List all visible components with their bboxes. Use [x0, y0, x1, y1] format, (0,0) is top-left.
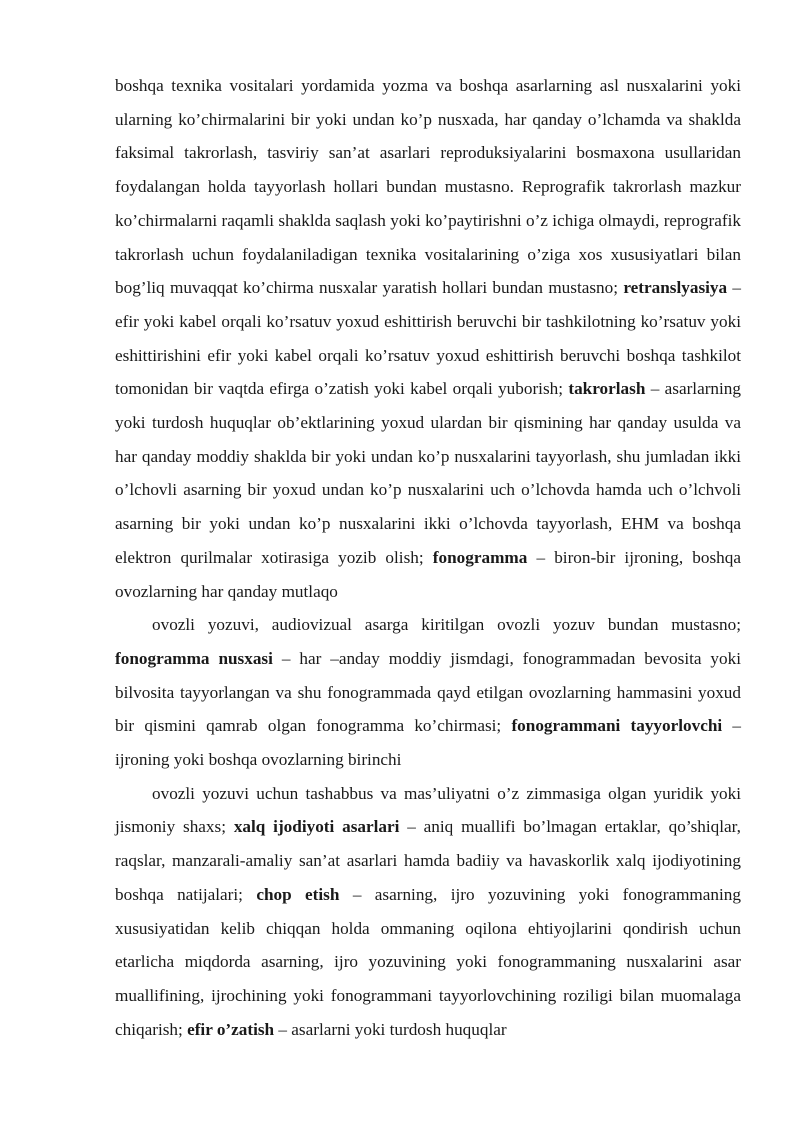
text-run: boshqa texnika vositalari yordamida yozma va boshqa asarlarning asl nusxalarini yoki ularning ko’chirmalarini bir yoki undan ko’p nusxada, har qanday o’lchamda va shaklda faksimal takrorlash, tasviriy san’at asarlari reproduksiyalarini bosmaxona usullaridan foydalangan holda tayyorlash hollari bundan mustasno. Reprografik takrorlash mazkur ko’chirmalarni raqamli shaklda saqlash yoki ko’paytirishni o’z ichiga olmaydi, reprografik takrorlash uchun foydalaniladigan texnika vositalarining o’ziga xos xususiyatlari bilan bog’liq muvaqqat ko’chirma nusxalar yaratish hollari bundan mustasno;	[115, 76, 741, 298]
text-run: – aniq muallifi bo’lmagan ertaklar, qo’shiqlar, raqslar, manzarali-amaliy san’at asarlari hamda badiiy va havaskorlik xalq ijodiyotining boshqa natijalari;	[115, 817, 741, 904]
term-xalq-ijodiyoti-asarlari: xalq ijodiyoti asarlari	[233, 817, 400, 837]
text-run: – efir yoki kabel orqali ko’rsatuv yoxud eshittirish beruvchi bir tashkilotning ko’rsatuv yoki eshittirishini efir yoki kabel orqali ko’rsatuv yoxud eshittirish beruvchi boshqa tashkilot tomonidan bir vaqtda efirga o’zatish yoki kabel orqali yuborish;	[115, 278, 742, 399]
text-run: – biron-bir ijroning, boshqa ovozlarning har qanday mutlaqo	[115, 547, 741, 601]
document-page	[115, 69, 741, 1046]
text-run: – asarlarni yoki turdosh huquqlar	[274, 1019, 507, 1039]
term-takrorlash: takrorlash	[568, 379, 646, 399]
text-run: ovozli yozuvi uchun tashabbus va mas’uliyatni o’z zimmasiga olgan yuridik yoki jismoniy shaxs;	[115, 783, 741, 837]
term-retranslyasiya: retranslyasiya	[623, 278, 728, 298]
term-fonogramma: fonogramma	[432, 547, 528, 567]
text-run: – asarlarning yoki turdosh huquqlar ob’ektlarining yoxud ulardan bir qismining har qanday usulda va har qanday moddiy shaklda bir yoki undan ko’p nusxalarini tayyorlash, shu jumladan ikki o’lchovli asarning bir yoxud undan ko’p nusxalarini uch o’lchovda hamda uch o’lchvoli asarning bir yoki undan ko’p nusxalarini ikki o’lchovda tayyorlash, EHM va boshqa elektron qurilmalar xotirasiga yozib olish;	[115, 379, 741, 567]
text-run: – har –anday moddiy jismdagi, fonogrammadan bevosita yoki bilvosita tayyorlangan va shu fonogrammada qayd etilgan ovozlarning hammasini yoxud bir qismini qamrab olgan fonogramma ko’chirmasi;	[115, 648, 741, 736]
term-fonogramma-nusxasi: fonogramma nusxasi	[115, 648, 273, 668]
text-run: – asarning, ijro yozuvining yoki fonogrammaning xususiyatidan kelib chiqqan holda ommaning oqilona ehtiyojlarini qondirish uchun etarlicha miqdorda asarning, ijro yozuvining yoki fonogrammaning nusxalarini asar muallifining, ijrochining yoki fonogrammani tayyorlovchining roziligi bilan muomalaga chiqarish;	[115, 884, 741, 1039]
text-run: ovozli yozuvi, audiovizual asarga kiritilgan ovozli yozuv bundan mustasno;	[152, 615, 741, 635]
text-run: – ijroning yoki boshqa ovozlarning birinchi	[115, 716, 741, 770]
term-fonogrammani-tayyorlovchi: fonogrammani tayyorlovchi	[511, 716, 723, 736]
term-efir-ozatish: efir o’zatish	[187, 1019, 275, 1039]
paragraph	[115, 69, 741, 608]
paragraph	[115, 608, 741, 777]
paragraph	[115, 777, 741, 1047]
term-chop-etish: chop etish	[256, 884, 340, 904]
